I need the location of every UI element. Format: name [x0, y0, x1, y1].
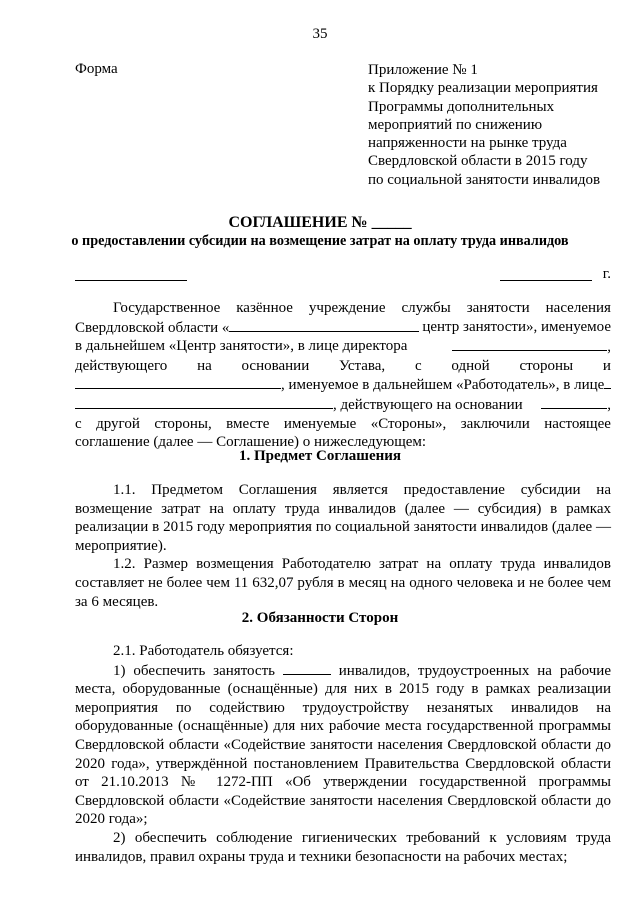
appendix-line: напряженности на рынке труда — [368, 135, 567, 152]
appendix-line: по социальной занятости инвалидов — [368, 171, 601, 188]
agreement-title: СОГЛАШЕНИЕ № _____ — [228, 214, 412, 231]
date-blank — [500, 266, 592, 281]
center-name-blank — [229, 318, 419, 332]
appendix-line: Свердловской области в 2015 году — [368, 153, 588, 170]
section-2-body — [75, 642, 611, 866]
place-date-line — [75, 266, 611, 284]
year-suffix: г. — [602, 266, 611, 282]
place-blank — [75, 266, 187, 281]
intro-line-1: Государственное казённое учреждение службы занятости населения — [113, 300, 611, 316]
intro-line-4: действующего на основании Устава, с одной стороны и — [75, 357, 611, 374]
appendix-line: мероприятий по снижению — [368, 116, 543, 133]
form-label: Форма — [75, 61, 118, 77]
agreement-subtitle: о предоставлении субсидии на возмещение затрат на оплату труда инвалидов — [71, 233, 569, 249]
intro-line-6: , действующего на основании , — [75, 395, 611, 415]
section-2-heading: 2. Обязанности Сторон — [241, 610, 399, 626]
intro-line-5: , именуемое в дальнейшем «Работодатель», в лице — [75, 375, 611, 395]
intro-line-3: в дальнейшем «Центр занятости», в лице директора , — [75, 338, 611, 356]
section-1-heading: 1. Предмет Соглашения — [238, 448, 402, 464]
section-1-body — [75, 481, 611, 611]
clause-2-1: 2.1. Работодатель обязуется: — [113, 643, 294, 659]
representative-blank — [75, 395, 333, 409]
clause-1-1: 1.1. Предметом Соглашения является предоставление субсидии на возмещение затрат на оплату труда инвалидов (далее — субсидия) в рамках реализации в 2015 году мероприятия по социальной занятости инвалидов (далее — мероприятие). — [75, 482, 611, 554]
clause-2-1-1: 1) обеспечить занятость инвалидов, трудоустроенных на рабочие места, оборудованные (оснащённые) для них в 2015 году в рамках реализации мероприятия по содействию трудоустройству незанятых инвалидов на оборудованные (оснащённые) для них рабочие места государственной программы Свердловской области «Содействие занятости населения Свердловской области до 2020 года», утверждённой постановлением Правительства Свердловской области от 21.10.2013 № 1272-ПП «Об утверждении государственной программы Свердловской области «Содействие занятости населения Свердловской области до 2020 года»; — [75, 662, 611, 828]
appendix-block — [368, 61, 618, 189]
page-number: 35 — [312, 26, 328, 42]
director-name-blank — [452, 337, 607, 351]
basis-blank — [541, 395, 607, 409]
disabled-count-blank — [283, 661, 331, 675]
intro-paragraph — [75, 299, 611, 452]
clause-2-1-2: 2) обеспечить соблюдение гигиенических требований к условиям труда инвалидов, правил охраны труда и техники безопасности на рабочих местах; — [75, 829, 611, 865]
appendix-line: к Порядку реализации мероприятия — [368, 80, 598, 97]
intro-line-2: Свердловской области « центр занятости», именуемое — [75, 318, 611, 336]
appendix-line: Программы дополнительных — [368, 98, 555, 115]
appendix-line: Приложение № 1 — [368, 62, 478, 78]
intro-line-8: соглашение (далее — Соглашение) о нижеследующем: — [75, 434, 427, 451]
employer-rep-blank — [604, 375, 611, 389]
clause-1-2: 1.2. Размер возмещения Работодателю затрат на оплату труда инвалидов составляет не более чем 11 632,07 рубля в месяц на одного человека и не более чем за 6 месяцев. — [75, 556, 611, 610]
intro-line-7: с другой стороны, вместе именуемые «Стороны», заключили настоящее — [75, 415, 611, 432]
employer-name-blank — [75, 375, 281, 389]
